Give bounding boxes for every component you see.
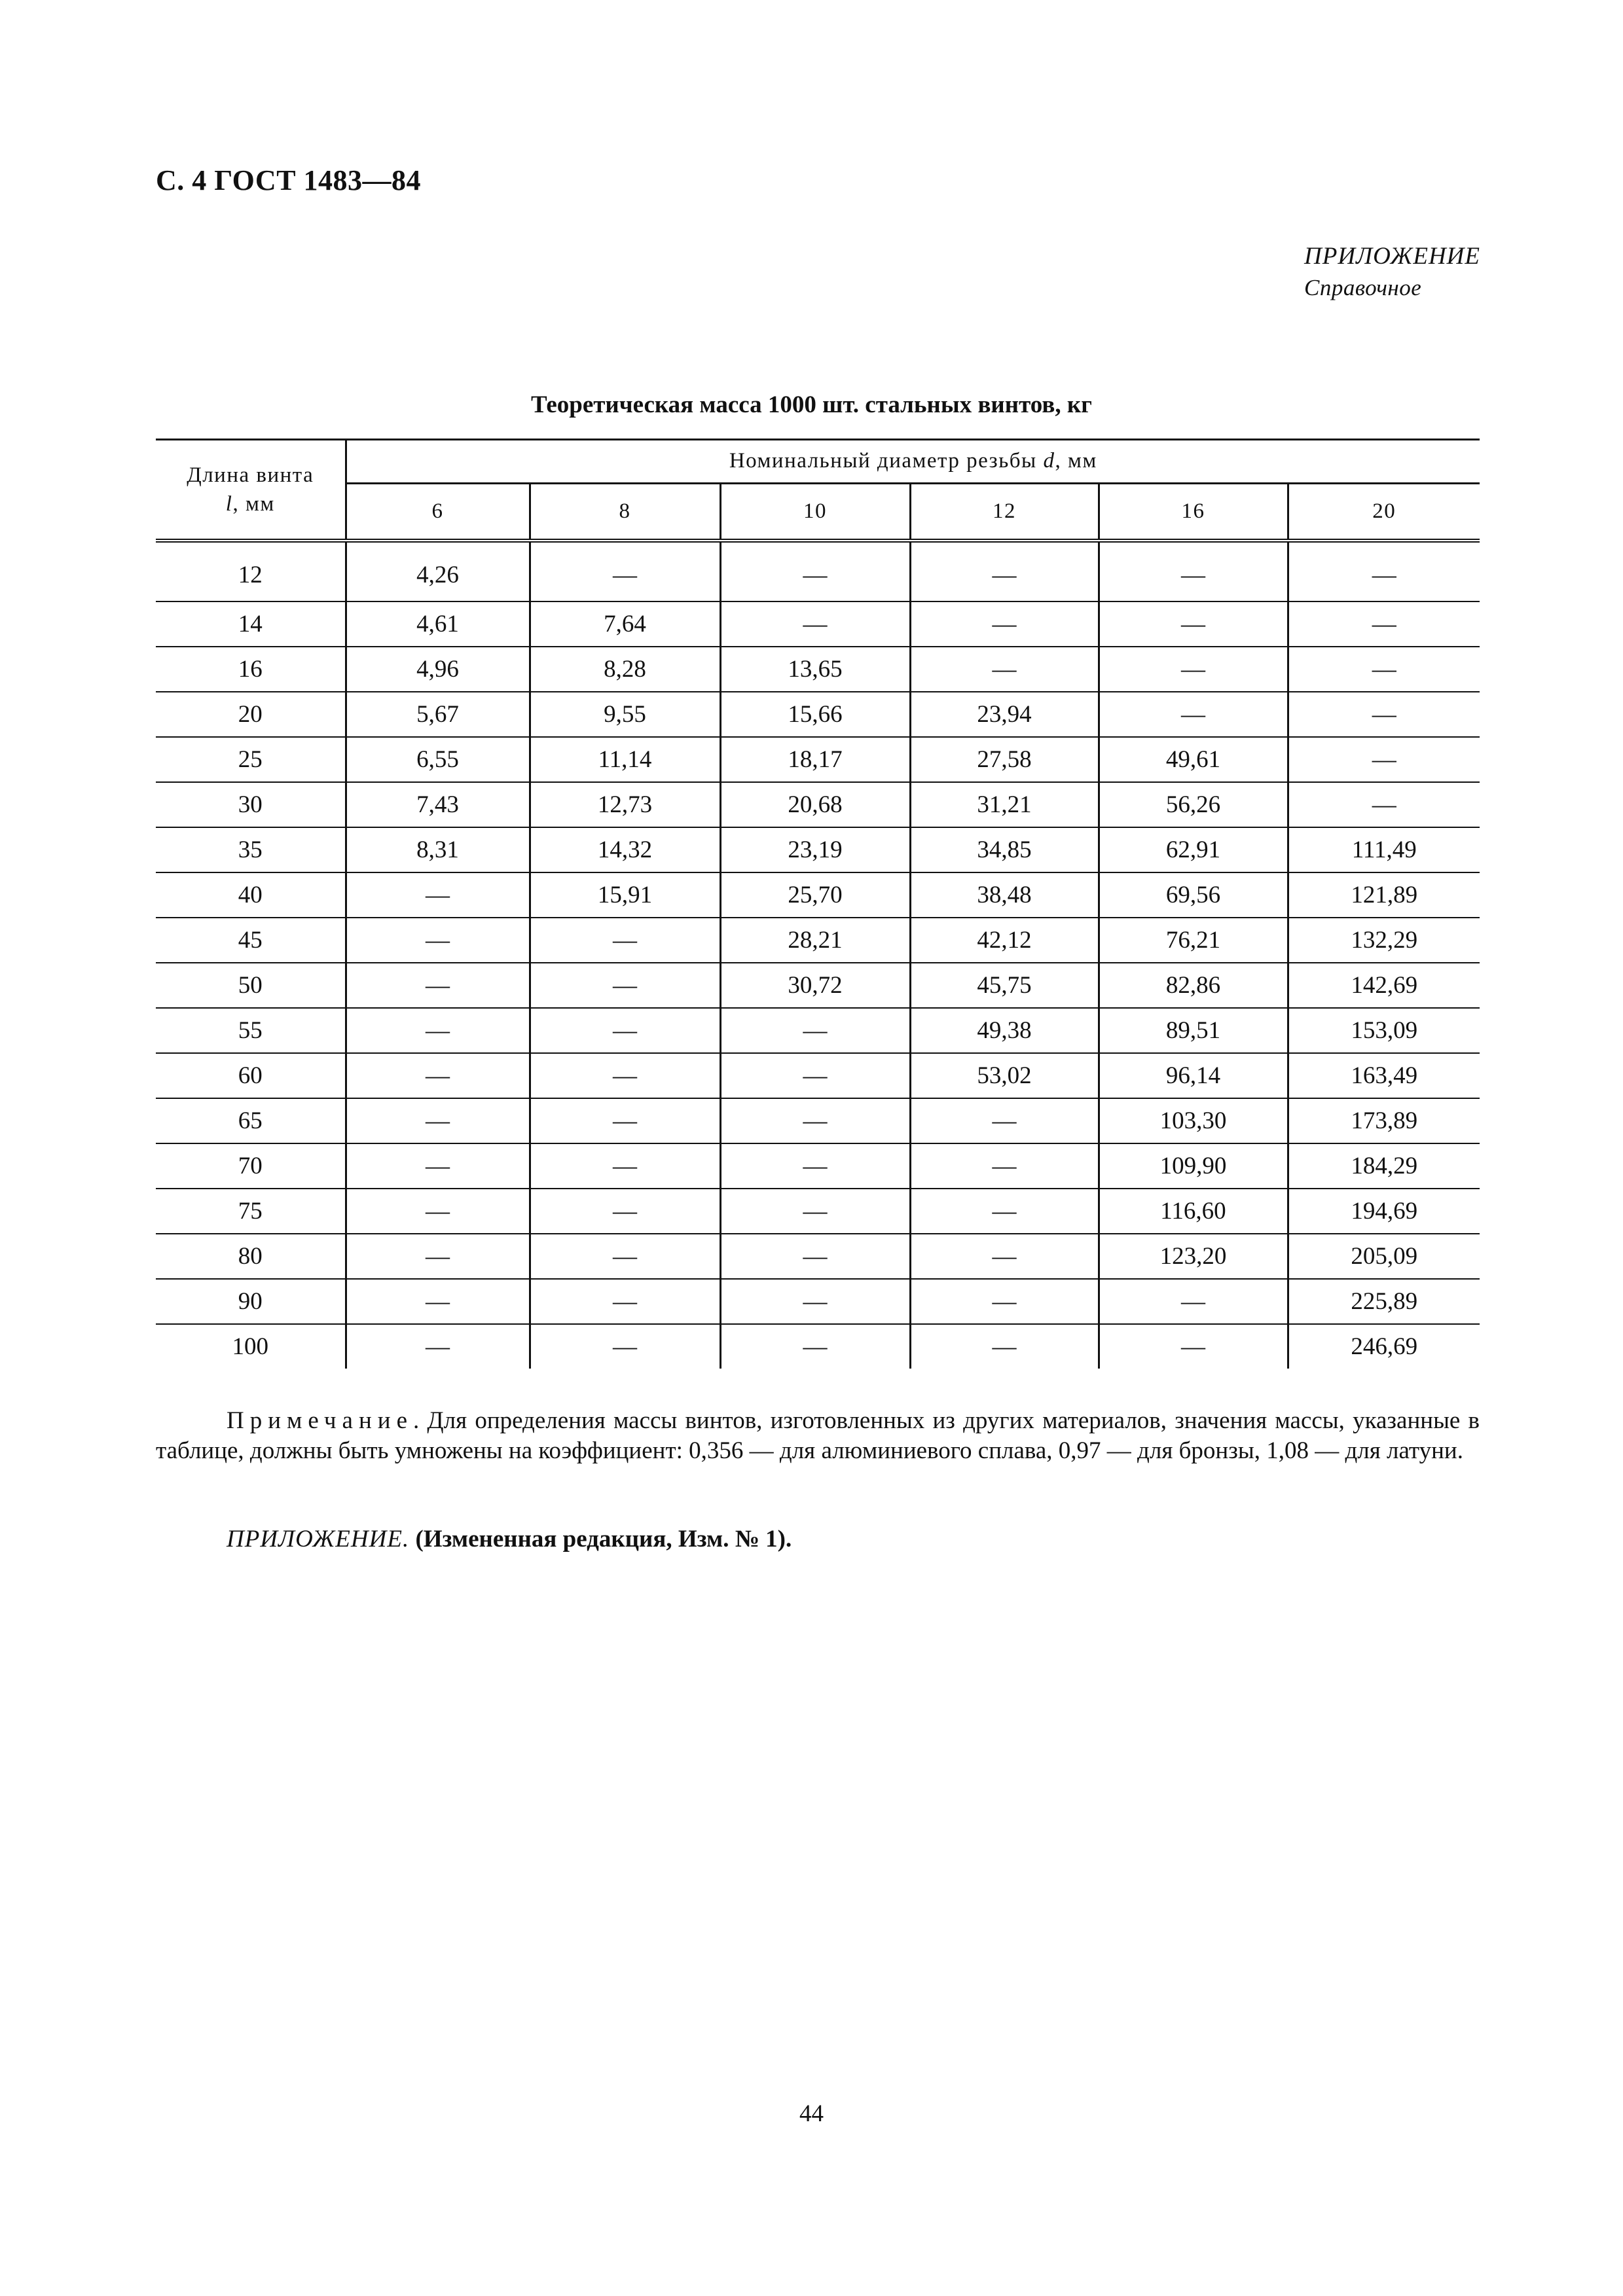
mass-value-cell: —: [720, 1279, 910, 1324]
revision-text: (Измененная редакция, Изм. № 1).: [409, 1526, 792, 1552]
mass-value-cell: 20,68: [720, 782, 910, 827]
mass-value-cell: —: [530, 1234, 720, 1279]
mass-value-cell: 69,56: [1099, 872, 1288, 918]
mass-value-cell: —: [910, 1098, 1099, 1143]
mass-value-cell: —: [346, 1053, 530, 1098]
appendix-subtitle: Справочное: [1304, 275, 1422, 300]
mass-value-cell: 15,91: [530, 872, 720, 918]
mass-value-cell: 18,17: [720, 737, 910, 782]
length-cell: 30: [156, 782, 346, 827]
length-cell: 65: [156, 1098, 346, 1143]
table-row: [156, 737, 1480, 782]
mass-value-cell: 62,91: [1099, 827, 1288, 872]
mass-value-cell: 184,29: [1288, 1143, 1480, 1189]
table-row: [156, 541, 1480, 601]
diameter-symbol: d: [1043, 449, 1055, 473]
mass-value-cell: 38,48: [910, 872, 1099, 918]
length-cell: 90: [156, 1279, 346, 1324]
mass-value-cell: 13,65: [720, 647, 910, 692]
table-row: [156, 963, 1480, 1008]
mass-value-cell: 6,55: [346, 737, 530, 782]
length-cell: 35: [156, 827, 346, 872]
mass-value-cell: 116,60: [1099, 1189, 1288, 1234]
mass-value-cell: —: [720, 1234, 910, 1279]
mass-value-cell: 163,49: [1288, 1053, 1480, 1098]
mass-value-cell: 30,72: [720, 963, 910, 1008]
table-row: [156, 872, 1480, 918]
mass-value-cell: —: [1288, 737, 1480, 782]
mass-value-cell: —: [346, 1189, 530, 1234]
table-row: [156, 1234, 1480, 1279]
length-unit: , мм: [232, 492, 275, 516]
mass-value-cell: 49,38: [910, 1008, 1099, 1053]
length-column-header: [156, 440, 346, 541]
table-row: [156, 601, 1480, 647]
length-cell: 20: [156, 692, 346, 737]
mass-value-cell: —: [1099, 541, 1288, 601]
table-header: [156, 440, 1480, 541]
mass-value-cell: —: [720, 1143, 910, 1189]
table-row: [156, 1098, 1480, 1143]
diameter-header-cell: 10: [720, 483, 910, 541]
mass-value-cell: —: [530, 1189, 720, 1234]
mass-table: [156, 439, 1480, 1369]
mass-value-cell: —: [720, 1324, 910, 1369]
mass-value-cell: 142,69: [1288, 963, 1480, 1008]
mass-value-cell: 89,51: [1099, 1008, 1288, 1053]
mass-value-cell: —: [720, 541, 910, 601]
page-number: 44: [799, 2100, 824, 2127]
table-title: Теоретическая масса 1000 шт. стальных винтов, кг: [531, 391, 1092, 418]
diameter-header-cell: 6: [346, 483, 530, 541]
mass-value-cell: —: [720, 1008, 910, 1053]
mass-value-cell: 225,89: [1288, 1279, 1480, 1324]
revision-note: [227, 1525, 792, 1553]
length-cell: 50: [156, 963, 346, 1008]
length-cell: 12: [156, 541, 346, 601]
mass-value-cell: —: [530, 1053, 720, 1098]
mass-value-cell: —: [1288, 647, 1480, 692]
mass-value-cell: 4,96: [346, 647, 530, 692]
table-body: [156, 541, 1480, 1369]
table-row: [156, 1279, 1480, 1324]
table-row: [156, 1143, 1480, 1189]
mass-value-cell: 121,89: [1288, 872, 1480, 918]
mass-value-cell: 53,02: [910, 1053, 1099, 1098]
mass-value-cell: —: [346, 1234, 530, 1279]
diameter-header-cell: 16: [1099, 483, 1288, 541]
length-cell: 45: [156, 918, 346, 963]
mass-value-cell: —: [720, 1098, 910, 1143]
mass-value-cell: 194,69: [1288, 1189, 1480, 1234]
length-cell: 80: [156, 1234, 346, 1279]
table-row: [156, 1008, 1480, 1053]
mass-value-cell: 96,14: [1099, 1053, 1288, 1098]
mass-value-cell: 34,85: [910, 827, 1099, 872]
mass-value-cell: —: [530, 1143, 720, 1189]
note-label: Примечание: [227, 1407, 413, 1434]
table-row: [156, 918, 1480, 963]
mass-value-cell: 246,69: [1351, 1333, 1418, 1360]
mass-value-cell: —: [346, 1324, 530, 1369]
mass-value-cell: —: [346, 872, 530, 918]
mass-value-cell: —: [1288, 782, 1480, 827]
mass-value-cell: 9,55: [530, 692, 720, 737]
mass-value-cell: 4,61: [346, 601, 530, 647]
mass-value-cell: 7,64: [530, 601, 720, 647]
mass-value-cell: 45,75: [910, 963, 1099, 1008]
mass-value-cell: —: [910, 1324, 1099, 1369]
length-cell: 25: [156, 737, 346, 782]
mass-value-cell: 111,49: [1288, 827, 1480, 872]
mass-value-cell: 49,61: [1099, 737, 1288, 782]
table-row: [156, 782, 1480, 827]
mass-value-cell: —: [530, 541, 720, 601]
length-cell: 14: [156, 601, 346, 647]
revision-label: ПРИЛОЖЕНИЕ.: [227, 1526, 410, 1552]
length-cell: 100: [156, 1324, 346, 1369]
mass-value-cell: 8,31: [346, 827, 530, 872]
mass-value-cell: —: [346, 1098, 530, 1143]
appendix-title: ПРИЛОЖЕНИЕ: [1304, 243, 1480, 270]
mass-value-cell: 31,21: [910, 782, 1099, 827]
mass-value-cell: 42,12: [910, 918, 1099, 963]
mass-value-cell: 82,86: [1099, 963, 1288, 1008]
mass-value-cell: 27,58: [910, 737, 1099, 782]
mass-value-cell: 205,09: [1288, 1234, 1480, 1279]
diameter-header-cell: 8: [530, 483, 720, 541]
page-header: С. 4 ГОСТ 1483—84: [156, 164, 422, 196]
mass-value-cell: 25,70: [720, 872, 910, 918]
mass-value-cell: —: [530, 1098, 720, 1143]
mass-value-cell: 7,43: [346, 782, 530, 827]
length-cell: 40: [156, 872, 346, 918]
mass-value-cell: 15,66: [720, 692, 910, 737]
mass-value-cell: —: [530, 1324, 720, 1369]
length-cell: 70: [156, 1143, 346, 1189]
mass-value-cell: 28,21: [720, 918, 910, 963]
mass-value-cell: 11,14: [530, 737, 720, 782]
mass-value-cell: —: [910, 541, 1099, 601]
mass-value-cell: —: [1099, 692, 1288, 737]
diameter-header-text: Номинальный диаметр резьбы: [729, 449, 1044, 473]
mass-value-cell: —: [720, 1053, 910, 1098]
mass-value-cell: —: [910, 1279, 1099, 1324]
mass-value-cell: —: [530, 1008, 720, 1053]
mass-value-cell: —: [1288, 601, 1480, 647]
diameter-header-cell: 12: [910, 483, 1099, 541]
mass-value-cell: —: [1099, 1279, 1288, 1324]
mass-value-cell: —: [910, 601, 1099, 647]
table-row: [156, 647, 1480, 692]
mass-value-cell: —: [1099, 1324, 1288, 1369]
length-header-line2: [156, 490, 345, 518]
diameter-unit: , мм: [1055, 449, 1097, 473]
mass-value-cell: 23,19: [720, 827, 910, 872]
mass-value-cell: 76,21: [1099, 918, 1288, 963]
table-row: [156, 1189, 1480, 1234]
table-row: [156, 692, 1480, 737]
diameter-group-header: [346, 440, 1480, 484]
mass-value-cell: 8,28: [530, 647, 720, 692]
mass-value-cell: —: [530, 918, 720, 963]
mass-value-cell: —: [346, 918, 530, 963]
length-cell: 55: [156, 1008, 346, 1053]
mass-value-cell: 109,90: [1099, 1143, 1288, 1189]
note-paragraph: [156, 1406, 1480, 1466]
mass-value-cell: —: [1288, 541, 1480, 601]
mass-value-cell: —: [1288, 692, 1480, 737]
mass-value-cell: —: [1099, 647, 1288, 692]
length-cell: 75: [156, 1189, 346, 1234]
mass-value-cell: 5,67: [346, 692, 530, 737]
mass-value-cell: —: [346, 963, 530, 1008]
mass-value-cell: —: [720, 601, 910, 647]
mass-value-cell: 14,32: [530, 827, 720, 872]
mass-value-cell: —: [720, 1189, 910, 1234]
mass-value-cell: —: [346, 1279, 530, 1324]
mass-value-cell: 56,26: [1099, 782, 1288, 827]
mass-value-cell: 23,94: [910, 692, 1099, 737]
mass-value-cell: —: [346, 1143, 530, 1189]
note-text: . Для определения массы винтов, изготовленных из других материалов, значения массы, указанные в таблице, должны быть умножены на коэффициент: 0,356 — для алюминиевого сплава, 0,97 — для бронзы, 1,08 — для латуни.: [156, 1407, 1480, 1464]
mass-value-cell: —: [346, 1008, 530, 1053]
length-symbol: l: [225, 492, 233, 516]
mass-value-cell: 103,30: [1099, 1098, 1288, 1143]
table-row: [156, 1053, 1480, 1098]
mass-value-cell: 173,89: [1288, 1098, 1480, 1143]
table-row: [156, 827, 1480, 872]
length-header-line1: Длина винта: [187, 463, 314, 487]
mass-value-cell: 132,29: [1288, 918, 1480, 963]
mass-value-cell: —: [910, 647, 1099, 692]
appendix-block: [1304, 241, 1480, 304]
mass-value-cell: —: [530, 963, 720, 1008]
mass-value-cell: —: [1099, 601, 1288, 647]
mass-value-cell: 123,20: [1099, 1234, 1288, 1279]
mass-value-cell: 12,73: [530, 782, 720, 827]
mass-value-cell: 153,09: [1288, 1008, 1480, 1053]
length-cell: 60: [156, 1053, 346, 1098]
diameter-header-cell: 20: [1372, 499, 1396, 523]
mass-value-cell: —: [530, 1279, 720, 1324]
length-cell: 16: [156, 647, 346, 692]
table-row: [156, 1324, 1480, 1369]
mass-value-cell: —: [910, 1189, 1099, 1234]
mass-value-cell: 4,26: [346, 541, 530, 601]
mass-value-cell: —: [910, 1234, 1099, 1279]
mass-value-cell: —: [910, 1143, 1099, 1189]
